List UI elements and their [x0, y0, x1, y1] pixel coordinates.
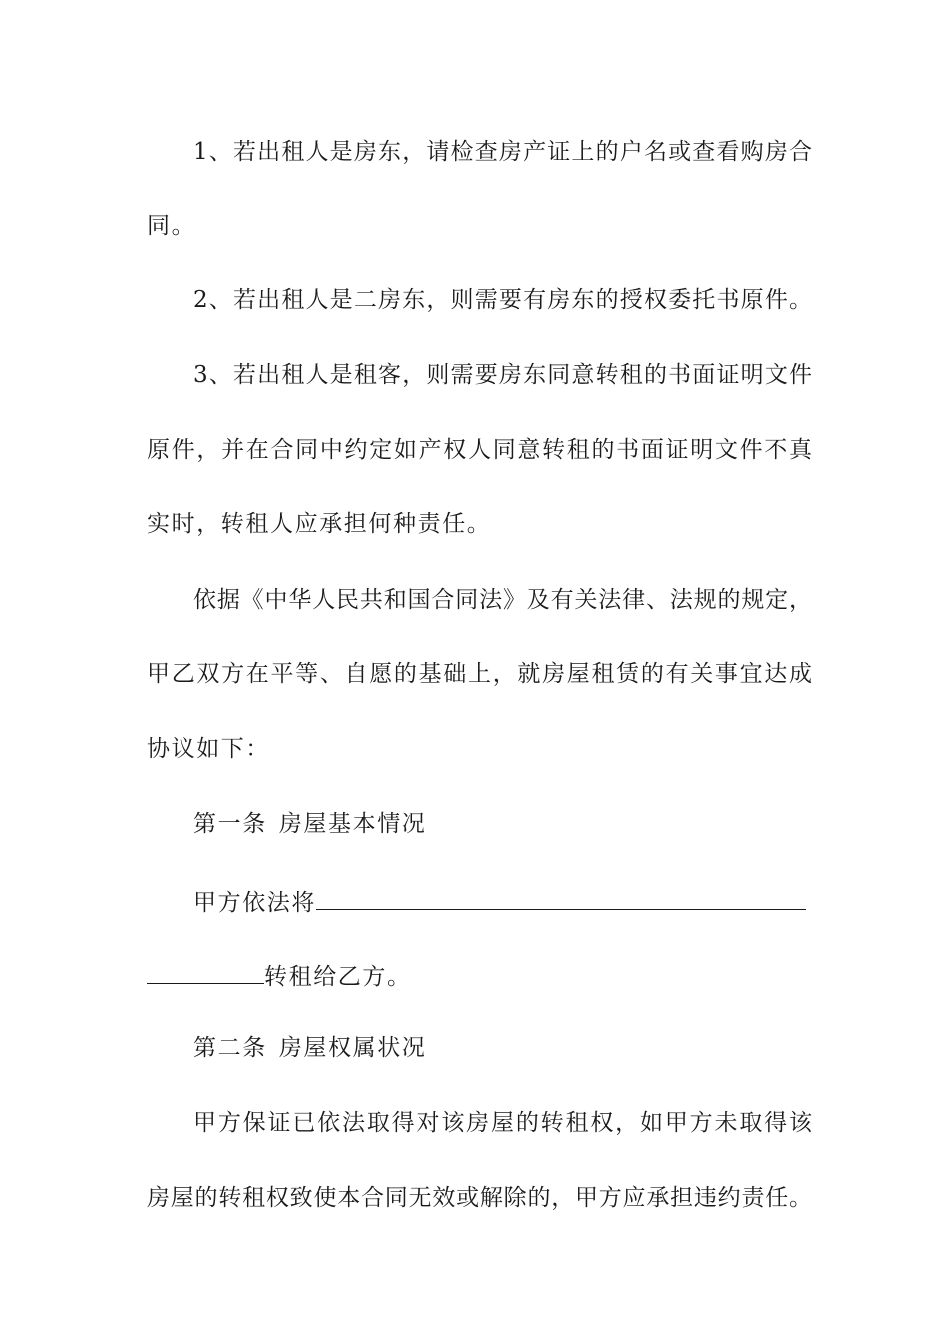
- item3-line1: 3、若出租人是租客，则需要房东同意转租的书面证明文件: [193, 362, 812, 388]
- blank-underline-short[interactable]: [147, 953, 264, 984]
- intro-line1: 依据《中华人民共和国合同法》及有关法律、法规的规定，: [193, 587, 812, 613]
- item1-line1: 1、若出租人是房东，请检查房产证上的户名或查看购房合: [193, 139, 812, 165]
- intro-line3: 协议如下：: [147, 736, 270, 762]
- intro-line2: 甲乙双方在平等、自愿的基础上，就房屋租赁的有关事宜达成: [147, 661, 812, 687]
- article1-line2: [147, 953, 812, 993]
- article1-number: 第一条: [193, 811, 267, 837]
- article2-line2: 房屋的转租权致使本合同无效或解除的，甲方应承担违约责任。: [147, 1185, 812, 1211]
- article2-line1: 甲方保证已依法取得对该房屋的转租权，如甲方未取得该: [193, 1110, 812, 1136]
- blank-underline-long[interactable]: [316, 879, 806, 910]
- item3-line2: 原件，并在合同中约定如产权人同意转租的书面证明文件不真: [147, 437, 812, 463]
- article1-line2-text: 转租给乙方。: [264, 964, 412, 990]
- article2-heading: 房屋权属状况: [278, 1035, 427, 1061]
- article1-heading: 房屋基本情况: [278, 811, 427, 837]
- article1-line1: [193, 879, 812, 919]
- item3-line3: 实时，转租人应承担何种责任。: [147, 511, 492, 537]
- article1-title: [193, 804, 812, 844]
- item1-line2: 同。: [147, 213, 197, 239]
- article2-number: 第二条: [193, 1035, 267, 1061]
- article1-line1-text: 甲方依法将: [193, 890, 316, 916]
- item2-line1: 2、若出租人是二房东，则需要有房东的授权委托书原件。: [193, 287, 812, 313]
- article2-title: [193, 1028, 812, 1068]
